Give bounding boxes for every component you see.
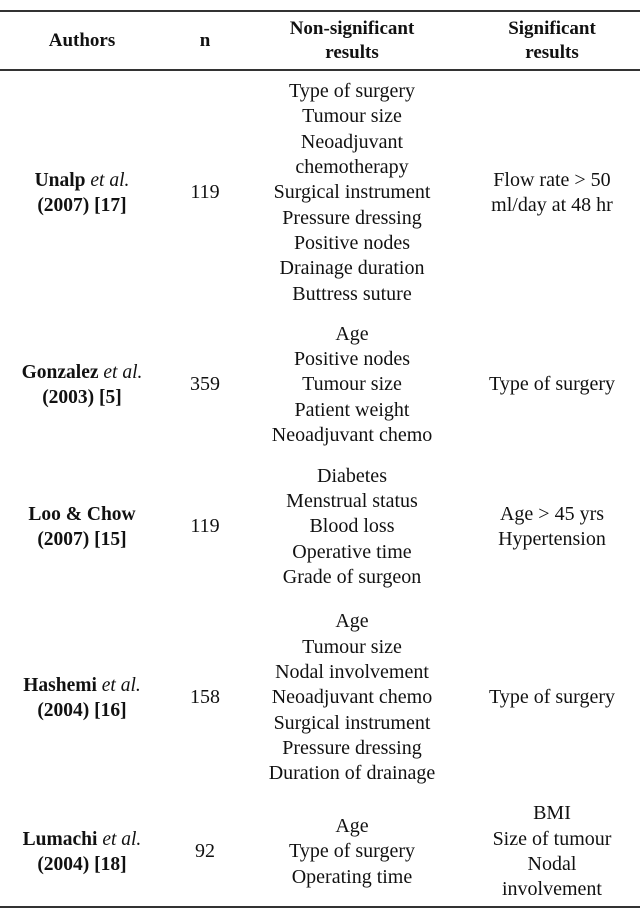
header-label: Significant <box>508 17 596 39</box>
result-item: Diabetes <box>317 464 387 487</box>
significant-cell <box>464 76 640 310</box>
result-item: Duration of drainage <box>268 762 436 785</box>
result-item: Drainage duration <box>279 257 425 280</box>
result-item: Patient weight <box>294 398 410 421</box>
significant-cell <box>464 608 640 788</box>
result-item: Hypertension <box>498 528 606 550</box>
result-item: Nodal <box>527 853 577 875</box>
result-item: Nodal involvement <box>275 661 429 684</box>
result-item: Tumour size <box>302 635 402 658</box>
author-name: Unalp <box>34 170 91 191</box>
header-label: Authors <box>48 29 116 51</box>
significant-cell <box>464 320 640 450</box>
author-cell <box>0 462 164 592</box>
result-item: Flow rate > 50 <box>493 168 611 191</box>
result-item: Menstrual status <box>286 490 418 513</box>
n-cell: 158 <box>190 686 220 709</box>
author-etal: et al. <box>102 829 142 850</box>
result-item: Surgical instrument <box>273 181 431 204</box>
author-reference: (2007) [15] <box>37 529 127 550</box>
result-item: Operative time <box>292 540 412 563</box>
significant-cell <box>464 800 640 904</box>
table-row <box>0 608 640 788</box>
author-name: Lumachi <box>22 829 103 850</box>
header-non-significant <box>240 12 464 69</box>
result-item: Operating time <box>291 865 413 888</box>
result-item: Positive nodes <box>293 231 411 254</box>
table-row <box>0 320 640 450</box>
author-cell <box>0 608 164 788</box>
result-item: Tumour size <box>302 105 402 128</box>
non-significant-cell <box>240 608 464 788</box>
author-reference: (2004) [18] <box>37 854 127 875</box>
result-item: involvement <box>502 878 602 901</box>
header-rule <box>0 69 640 71</box>
table-row <box>0 462 640 592</box>
non-significant-cell <box>240 462 464 592</box>
author-name: Gonzalez <box>21 362 104 383</box>
result-item: Pressure dressing <box>282 736 422 759</box>
non-significant-cell <box>240 76 464 310</box>
result-item: Age <box>335 610 369 633</box>
author-name: Hashemi <box>23 675 102 696</box>
author-etal: et al. <box>103 362 143 383</box>
table-bottom-rule <box>0 906 640 908</box>
result-item: Age > 45 yrs <box>499 502 605 525</box>
header-authors <box>0 12 164 69</box>
author-cell <box>0 800 164 904</box>
result-item: Grade of surgeon <box>282 565 422 588</box>
result-item: Neoadjuvant chemo <box>271 686 433 709</box>
header-significant <box>464 12 640 69</box>
author-cell <box>0 76 164 310</box>
result-item: Type of surgery <box>289 840 415 863</box>
non-significant-cell <box>240 320 464 450</box>
result-item: Type of surgery <box>489 686 615 709</box>
result-item: Buttress suture <box>292 282 412 305</box>
header-label: results <box>325 41 379 63</box>
header-label: n <box>199 29 211 51</box>
result-item: Size of tumour <box>492 827 612 850</box>
result-item: Neoadjuvant <box>300 130 404 153</box>
result-item: Positive nodes <box>293 348 411 371</box>
n-cell: 359 <box>190 373 220 396</box>
author-cell <box>0 320 164 450</box>
header-n <box>170 12 240 69</box>
non-significant-cell <box>240 800 464 904</box>
result-item: Age <box>335 815 369 838</box>
significant-cell <box>464 462 640 592</box>
author-reference: (2003) [5] <box>42 387 122 408</box>
n-cell: 119 <box>190 181 220 204</box>
result-item: Neoadjuvant chemo <box>271 423 433 446</box>
result-item: ml/day at 48 hr <box>491 194 613 216</box>
author-reference: (2007) [17] <box>37 195 127 216</box>
author-reference: (2004) [16] <box>37 700 127 721</box>
author-name: Loo & Chow <box>28 504 136 525</box>
n-cell: 92 <box>195 840 215 863</box>
n-cell: 119 <box>190 515 220 538</box>
result-item: BMI <box>533 802 571 825</box>
result-item: Type of surgery <box>489 373 615 396</box>
table-row <box>0 76 640 310</box>
result-item: Pressure dressing <box>282 206 422 229</box>
result-item: Surgical instrument <box>273 711 431 734</box>
header-label: results <box>525 41 579 63</box>
result-item: Age <box>335 322 369 345</box>
result-item: Type of surgery <box>289 80 415 103</box>
result-item: chemotherapy <box>295 156 409 179</box>
author-etal: et al. <box>90 170 130 191</box>
author-etal: et al. <box>101 675 141 696</box>
table-row <box>0 800 640 904</box>
result-item: Tumour size <box>302 373 402 396</box>
result-item: Blood loss <box>309 515 395 538</box>
header-label: Non-significant <box>289 17 415 39</box>
